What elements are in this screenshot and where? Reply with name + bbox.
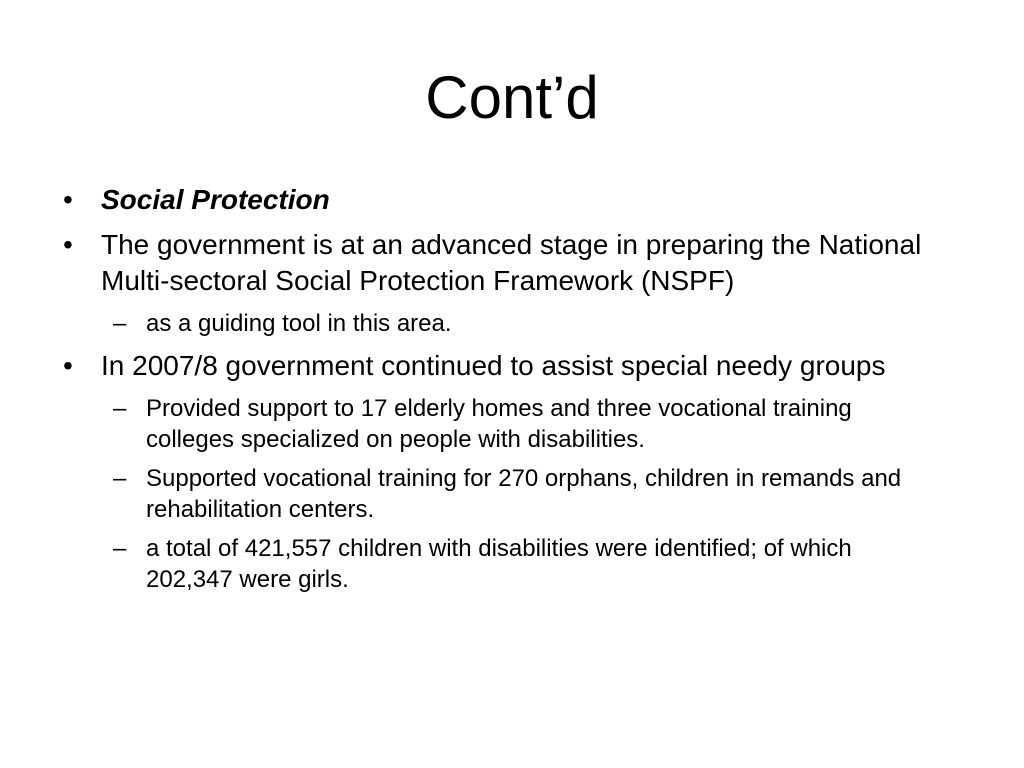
sub-bullet-marker: –	[113, 465, 127, 492]
bullet-marker: •	[63, 350, 73, 381]
sub-bullet-list	[0, 393, 1024, 595]
sub-bullet-group	[0, 393, 1024, 595]
bullet-list	[0, 182, 1024, 595]
sub-bullet-marker: –	[113, 395, 127, 422]
sub-bullet-item	[0, 393, 1024, 455]
bullet-marker: •	[63, 184, 73, 215]
bullet-item	[0, 348, 1024, 384]
sub-bullet-text: a total of 421,557 children with disabilities were identified; of which 202,347 were girls.	[146, 535, 852, 593]
sub-bullet-list	[0, 308, 1024, 339]
sub-bullet-item	[0, 533, 1024, 595]
bullet-item	[0, 227, 1024, 299]
bullet-marker: •	[63, 229, 73, 260]
sub-bullet-text: Supported vocational training for 270 orphans, children in remands and rehabilitation centers.	[146, 465, 902, 523]
sub-bullet-item	[0, 308, 1024, 339]
bullet-text: Social Protection	[101, 184, 330, 215]
bullet-text: In 2007/8 government continued to assist special needy groups	[101, 350, 886, 381]
sub-bullet-marker: –	[113, 535, 127, 562]
sub-bullet-marker: –	[113, 310, 127, 337]
bullet-text: The government is at an advanced stage in preparing the National Multi-sectoral Social Protection Framework (NSPF)	[101, 229, 922, 296]
sub-bullet-text: as a guiding tool in this area.	[146, 310, 452, 337]
sub-bullet-text: Provided support to 17 elderly homes and three vocational training colleges specialized on people with disabilities.	[146, 395, 852, 453]
bullet-item	[0, 182, 1024, 218]
sub-bullet-group	[0, 308, 1024, 339]
slide-title: Cont’d	[425, 64, 599, 131]
sub-bullet-item	[0, 463, 1024, 525]
